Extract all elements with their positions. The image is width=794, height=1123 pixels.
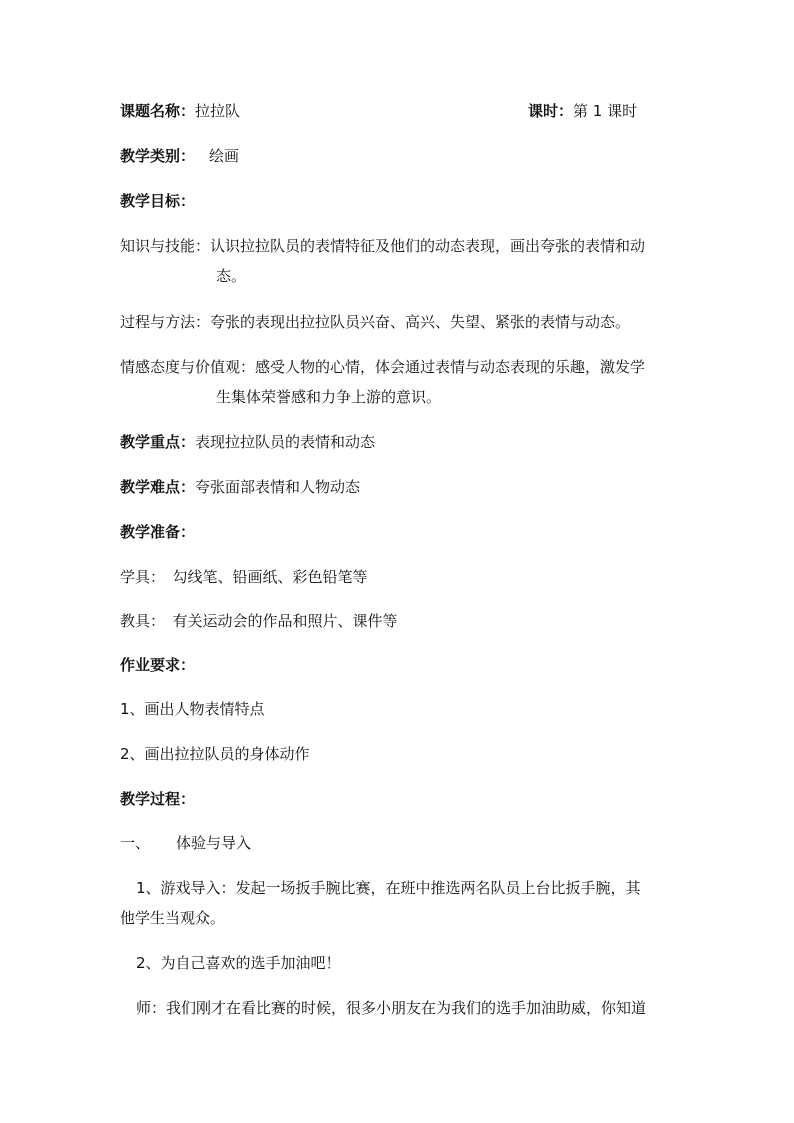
process-method-line: 过程与方法：夸张的表现出拉拉队员兴奋、高兴、失望、紧张的表情与动态。 [120, 313, 631, 331]
course-title-label: 课题名称： [120, 102, 196, 120]
teacher-materials: 教具： 有关运动会的作品和照片、课件等 [120, 612, 398, 630]
step-1-line-2: 他学生当观众。 [120, 909, 226, 927]
class-period-row [528, 96, 637, 126]
teaching-category-label: 教学类别： [120, 147, 196, 165]
difficulty-value: 夸张面部表情和人物动态 [195, 478, 361, 496]
key-point-row [120, 427, 375, 457]
course-title-row [120, 96, 240, 126]
knowledge-skills-text: 认识拉拉队员的表情特征及他们的动态表现，画出夸张的表情和动 [210, 237, 646, 255]
emotion-values-line [120, 352, 645, 382]
student-materials: 学具： 勾线笔、铅画纸、彩色铅笔等 [120, 568, 368, 586]
emotion-values-text: 感受人物的心情，体会通过表情与动态表现的乐趣，激发学 [255, 358, 646, 376]
emotion-values-label: 情感态度与价值观： [120, 358, 256, 376]
key-point-value: 表现拉拉队员的表情和动态 [195, 433, 376, 451]
section-1-title: 体验与导入 [176, 834, 252, 852]
key-point-label: 教学重点： [120, 433, 196, 451]
teaching-category-value: 绘画 [209, 147, 240, 165]
class-period-label: 课时： [528, 102, 574, 120]
process-heading: 教学过程： [120, 790, 196, 808]
section-1-heading [120, 828, 251, 858]
homework-item-1: 1、画出人物表情特点 [120, 700, 265, 718]
emotion-values-continuation: 生集体荣誉感和力争上游的意识。 [216, 388, 442, 406]
difficulty-label: 教学难点： [120, 478, 196, 496]
knowledge-skills-line [120, 231, 645, 261]
objectives-heading: 教学目标： [120, 192, 196, 210]
teaching-category-row [120, 141, 239, 171]
section-1-number: 一、 [120, 834, 151, 852]
step-1-line-1: 1、游戏导入：发起一场扳手腕比赛，在班中推选两名队员上台比扳手腕，其 [136, 879, 641, 897]
homework-item-2: 2、画出拉拉队员的身体动作 [120, 745, 310, 763]
class-period-value: 第 1 课时 [573, 102, 638, 120]
knowledge-skills-continuation: 态。 [216, 267, 247, 285]
teacher-remark: 师：我们刚才在看比赛的时候，很多小朋友在为我们的选手加油助威，你知道 [136, 999, 647, 1017]
course-title-value: 拉拉队 [195, 102, 241, 120]
difficulty-row [120, 472, 360, 502]
knowledge-skills-label: 知识与技能： [120, 237, 211, 255]
homework-heading: 作业要求： [120, 656, 196, 674]
step-2: 2、为自己喜欢的选手加油吧！ [136, 954, 341, 972]
preparation-heading: 教学准备： [120, 523, 196, 541]
